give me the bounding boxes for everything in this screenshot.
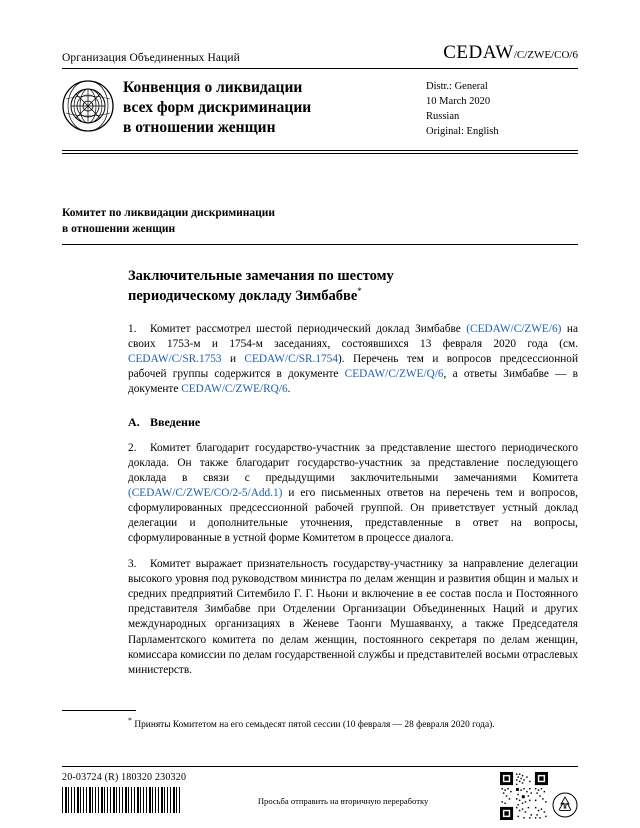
page-footer bbox=[62, 766, 578, 820]
header-rule-2 bbox=[62, 150, 578, 151]
paragraph-text: и его письменных ответов на перечень тем и вопросов, сформулированных предсессионной рабочей группой. Он приветствует устный доклад делегации и дополнительные уточнения, представленные в ответ на вопросы, сформулированные в устной форме Комитетом в процессе диалога. bbox=[128, 487, 578, 545]
footer-row bbox=[62, 767, 578, 820]
paragraph-text: на своих 1753-м и 1754-м заседаниях, состоявшихся 13 февраля 2020 года (см. bbox=[128, 323, 578, 351]
recycle-note: Просьба отправить на вторичную переработку bbox=[257, 796, 429, 806]
doc-title-line1: Заключительные замечания по шестому bbox=[128, 268, 394, 285]
convention-title-line3: в отношении женщин bbox=[123, 118, 276, 136]
paragraph bbox=[128, 441, 578, 546]
header-top bbox=[62, 42, 578, 67]
section-heading-a bbox=[128, 415, 578, 430]
paragraph-text: , а ответы Зимбабве — в документе bbox=[128, 368, 578, 396]
document-body bbox=[62, 267, 578, 677]
paragraph-text: . bbox=[287, 383, 291, 396]
un-emblem-icon bbox=[62, 80, 114, 132]
header-bottom-rules bbox=[62, 150, 578, 155]
document-symbol-suffix: /C/ZWE/CO/6 bbox=[513, 49, 578, 61]
language-line: Russian bbox=[426, 110, 460, 122]
footnote-rule bbox=[62, 710, 136, 711]
header-main bbox=[62, 69, 578, 150]
document-reference-link[interactable]: (CEDAW/C/ZWE/CO/2-5/Add.1) bbox=[128, 487, 283, 500]
footnote bbox=[62, 716, 578, 732]
committee-name bbox=[62, 206, 578, 237]
date-line: 10 March 2020 bbox=[426, 95, 491, 107]
document-reference-link[interactable]: (CEDAW/C/ZWE/6) bbox=[466, 323, 562, 336]
paragraph-text: ). Перечень тем и вопросов предсессионной рабочей группы содержится в документе bbox=[128, 353, 578, 381]
paragraph-number: 3. bbox=[128, 558, 137, 571]
committee-rule bbox=[62, 244, 578, 245]
paragraph-number: 1. bbox=[128, 323, 137, 336]
paragraph-text: Комитет рассмотрел шестой периодический доклад Зимбабве bbox=[150, 323, 467, 336]
distribution-block bbox=[418, 78, 578, 140]
page-title bbox=[128, 267, 578, 306]
document-reference-link[interactable]: CEDAW/C/SR.1754 bbox=[244, 353, 338, 366]
barcode bbox=[62, 787, 180, 813]
footnote-mark: * bbox=[128, 716, 132, 725]
distr-line: Distr.: General bbox=[426, 81, 488, 92]
page-content bbox=[62, 42, 578, 689]
convention-title bbox=[114, 78, 418, 137]
footer-left bbox=[62, 772, 186, 813]
paragraph-text: Комитет выражает признательность государству-участнику за направление делегации высокого уровня под руководством министра по делам женщин и развития общин и малых и средних предприятий Ситембило Г. Г. Ньони и включение в ее состав посла и Постоянного представителя Зимбабве при Отделении Организации Объединенных Наций и других международных организациях в Женеве Таонги Мушаяванху, а также Председателя Парламентского комитета по делам женщин, постоянного секретаря по делам женщин, комиссара комиссии по делам государственной службы и представителей восьми отраслевых министерств. bbox=[128, 558, 578, 676]
title-footnote-mark: * bbox=[357, 286, 362, 297]
document-reference-link[interactable]: CEDAW/C/ZWE/Q/6 bbox=[344, 368, 444, 381]
paragraph-text: Комитет благодарит государство-участник за представление шестого периодического доклада. Он также благодарит государство-участник за представление последующего доклада в связи с предыдущими заключительными замечаниями Комитета bbox=[128, 442, 578, 485]
recycle-icon bbox=[552, 792, 578, 818]
section-a-title: Введение bbox=[150, 415, 201, 430]
paragraph-group-intro bbox=[128, 322, 578, 397]
footnote-text: Приняты Комитетом на его семьдесят пятой сессии (10 февраля — 28 февраля 2020 года). bbox=[134, 720, 495, 731]
header-rule-3 bbox=[62, 153, 578, 154]
footer-right bbox=[500, 772, 578, 820]
footnote-area bbox=[62, 710, 578, 732]
document-reference-link[interactable]: CEDAW/C/SR.1753 bbox=[128, 353, 222, 366]
footer-date-codes: 180320 230320 bbox=[121, 772, 187, 783]
organization-name: Организация Объединенных Наций bbox=[62, 52, 240, 64]
convention-title-line2: всех форм дискриминации bbox=[123, 98, 312, 116]
paragraph bbox=[128, 322, 578, 397]
document-symbol bbox=[443, 42, 578, 64]
section-a-label: A. bbox=[128, 415, 140, 430]
qr-code bbox=[500, 772, 548, 820]
convention-title-line1: Конвенция о ликвидации bbox=[123, 79, 303, 96]
original-line: Original: English bbox=[426, 125, 499, 137]
committee-name-line1: Комитет по ликвидации дискриминации bbox=[62, 207, 276, 220]
document-reference-link[interactable]: CEDAW/C/ZWE/RQ/6 bbox=[181, 383, 288, 396]
paragraph bbox=[128, 557, 578, 677]
job-number: 20-03724 (R) bbox=[62, 772, 119, 783]
doc-title-line2: периодическому докладу Зимбабве bbox=[128, 288, 358, 305]
paragraph-number: 2. bbox=[128, 442, 137, 455]
paragraph-group-a bbox=[128, 441, 578, 677]
document-symbol-main: CEDAW bbox=[443, 42, 514, 63]
committee-name-line2: в отношении женщин bbox=[62, 222, 176, 235]
paragraph-text: и bbox=[221, 353, 245, 366]
